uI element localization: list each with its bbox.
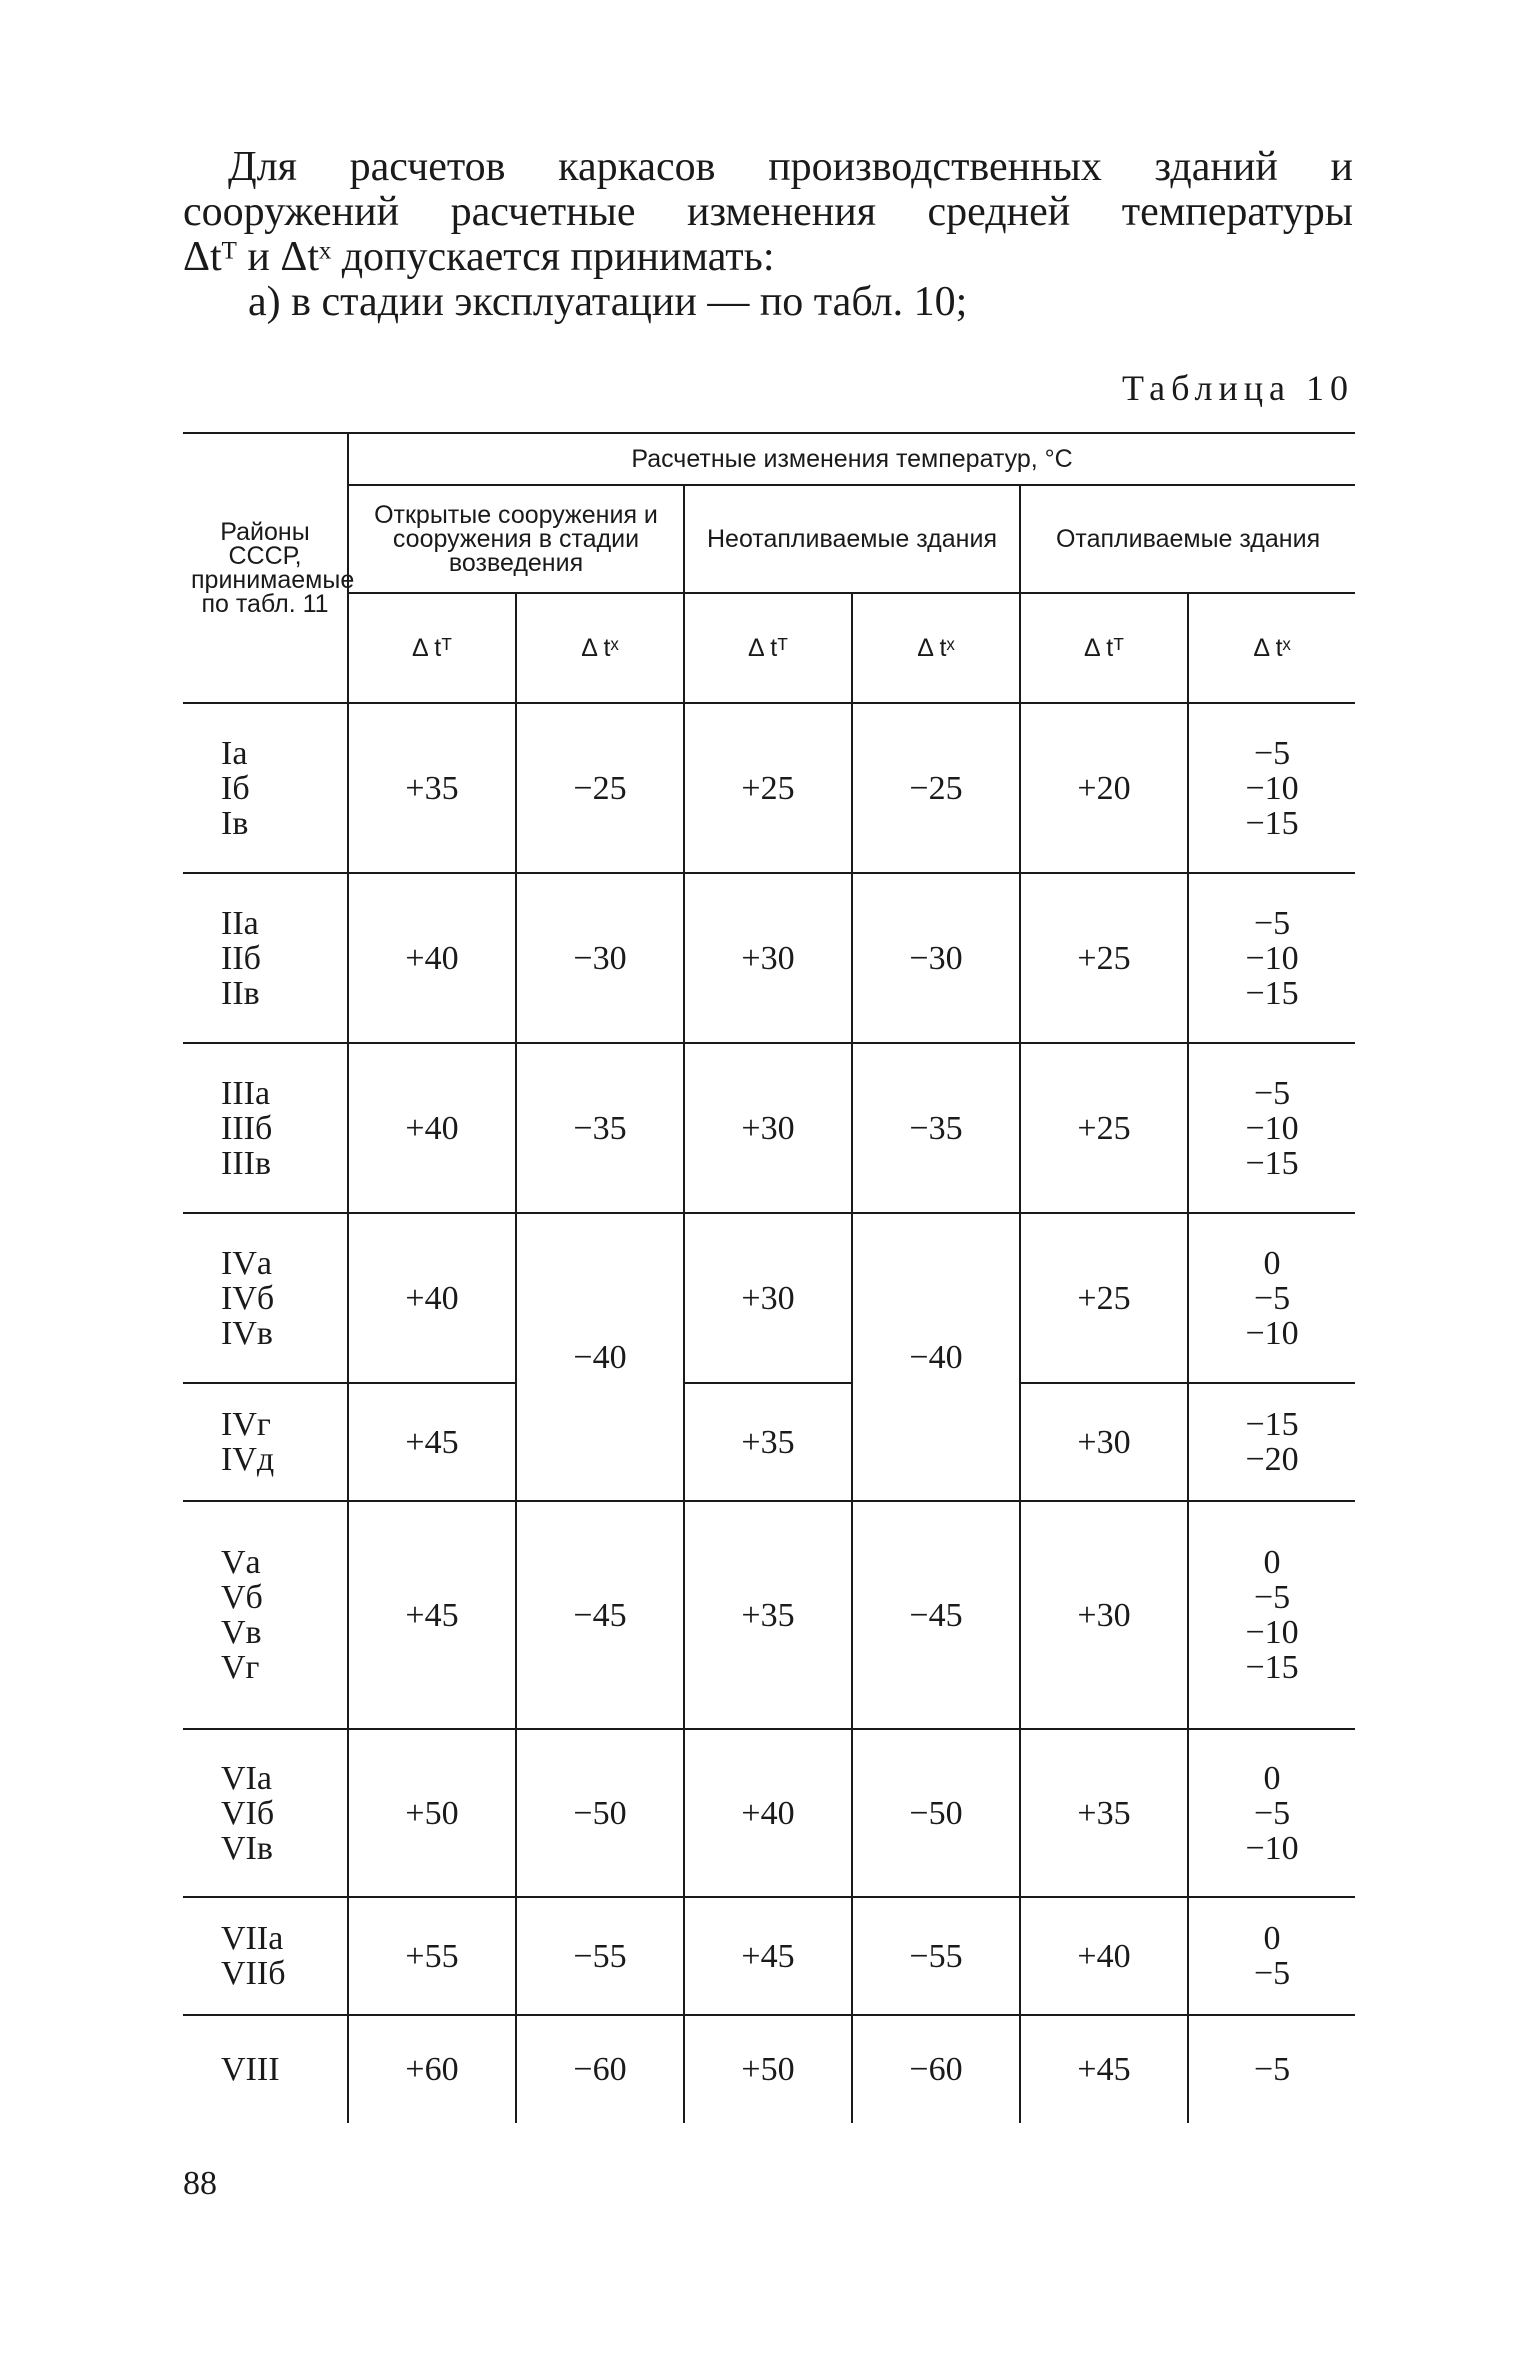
region-label: IIб — [221, 939, 261, 977]
open-dt-x-cell: −25 — [516, 703, 684, 873]
open-dt-t-cell: +40 — [348, 1043, 516, 1213]
region-label: Iа — [221, 734, 248, 772]
header-open-dt-x: Δ tˣ — [516, 593, 684, 703]
unheated-dt-x-cell: −45 — [852, 1501, 1020, 1729]
header-group-title: Расчетные изменения температур, °C — [348, 433, 1355, 485]
open-dt-x-cell: −55 — [516, 1897, 684, 2015]
heated-dt-x-value: −5 — [1253, 1955, 1291, 1992]
unheated-dt-t-cell: +45 — [684, 1897, 852, 2015]
heated-dt-x-value: −15 — [1245, 1144, 1299, 1182]
table-row — [183, 1729, 1355, 1897]
table-body — [183, 703, 1355, 2123]
table-row — [183, 1383, 1355, 1501]
heated-dt-x-value: −15 — [1245, 804, 1299, 842]
table-row — [183, 1501, 1355, 1729]
unheated-dt-t-cell: +35 — [684, 1501, 852, 1729]
unheated-dt-t-cell: +35 — [684, 1383, 852, 1501]
header-unheated: Неотапливаемые здания — [684, 485, 1020, 593]
heated-dt-x-cell — [1188, 1043, 1355, 1213]
heated-dt-t-cell: +25 — [1020, 1213, 1188, 1383]
region-label: Vв — [221, 1614, 262, 1651]
table-row — [183, 703, 1355, 873]
unheated-dt-t-cell: +25 — [684, 703, 852, 873]
table-row — [183, 1213, 1355, 1383]
heated-dt-x-value: −5 — [1253, 1579, 1291, 1616]
region-label: Iб — [221, 769, 250, 807]
header-heated-dt-t: Δ tᵀ — [1020, 593, 1188, 703]
unheated-dt-t-cell: +30 — [684, 1043, 852, 1213]
region-label: VIIа — [221, 1920, 284, 1957]
region-label: VIII — [221, 2051, 280, 2088]
district-cell — [183, 703, 348, 873]
region-label: VIIб — [221, 1955, 286, 1992]
region-label: VIб — [221, 1794, 275, 1832]
heated-dt-x-value: −10 — [1245, 1314, 1299, 1352]
heated-dt-t-cell: +30 — [1020, 1501, 1188, 1729]
district-cell — [183, 1213, 348, 1383]
intro-line-3: Δtᵀ и Δtˣ допускается принимать: — [183, 234, 775, 280]
open-dt-t-cell: +50 — [348, 1729, 516, 1897]
region-label: IVв — [221, 1314, 273, 1352]
unheated-dt-x-cell: −30 — [852, 873, 1020, 1043]
intro-line-2: сооружений расчетные изменения средней температуры — [183, 189, 1353, 235]
header-unheated-dt-t: Δ tᵀ — [684, 593, 852, 703]
region-label: VIв — [221, 1829, 273, 1867]
open-dt-x-cell: −30 — [516, 873, 684, 1043]
unheated-dt-x-cell: −25 — [852, 703, 1020, 873]
open-dt-x-cell: −40 — [516, 1213, 684, 1501]
heated-dt-x-value: −20 — [1245, 1441, 1299, 1478]
heated-dt-x-cell — [1188, 1213, 1355, 1383]
intro-line-1: Для расчетов каркасов производственных зданий и — [228, 144, 1353, 190]
table-row — [183, 873, 1355, 1043]
open-dt-t-cell: +55 — [348, 1897, 516, 2015]
unheated-dt-t-cell: +30 — [684, 873, 852, 1043]
heated-dt-t-cell: +25 — [1020, 1043, 1188, 1213]
heated-dt-x-cell — [1188, 1501, 1355, 1729]
heated-dt-x-value: −5 — [1253, 1074, 1291, 1112]
heated-dt-x-cell — [1188, 873, 1355, 1043]
unheated-dt-x-cell: −40 — [852, 1213, 1020, 1501]
heated-dt-x-value: −10 — [1245, 769, 1299, 807]
table-row — [183, 1897, 1355, 2015]
temperature-table — [183, 432, 1355, 2123]
heated-dt-x-value: −5 — [1253, 734, 1291, 772]
heated-dt-x-value: −10 — [1245, 1829, 1299, 1867]
open-dt-x-cell: −45 — [516, 1501, 684, 1729]
header-districts: Районы СССР, принимаемые по табл. 11 — [183, 433, 348, 703]
heated-dt-x-cell — [1188, 1729, 1355, 1897]
open-dt-t-cell: +45 — [348, 1501, 516, 1729]
region-label: IIIв — [221, 1144, 272, 1182]
heated-dt-t-cell: +45 — [1020, 2015, 1188, 2123]
region-label: IVд — [221, 1441, 275, 1478]
header-heated: Отапливаемые здания — [1020, 485, 1355, 593]
heated-dt-x-value: −5 — [1253, 1279, 1291, 1317]
heated-dt-x-value: 0 — [1263, 1244, 1281, 1282]
table-row — [183, 2015, 1355, 2123]
unheated-dt-t-cell: +50 — [684, 2015, 852, 2123]
heated-dt-x-value: 0 — [1263, 1759, 1281, 1797]
region-label: VIа — [221, 1759, 272, 1797]
unheated-dt-x-cell: −50 — [852, 1729, 1020, 1897]
open-dt-x-cell: −35 — [516, 1043, 684, 1213]
unheated-dt-x-cell: −60 — [852, 2015, 1020, 2123]
open-dt-t-cell: +40 — [348, 1213, 516, 1383]
open-dt-x-cell: −60 — [516, 2015, 684, 2123]
heated-dt-x-value: −15 — [1245, 974, 1299, 1012]
district-cell — [183, 1383, 348, 1501]
heated-dt-x-cell — [1188, 1897, 1355, 2015]
district-cell — [183, 1043, 348, 1213]
unheated-dt-x-cell: −35 — [852, 1043, 1020, 1213]
unheated-dt-t-cell: +40 — [684, 1729, 852, 1897]
heated-dt-x-value: −10 — [1245, 1109, 1299, 1147]
heated-dt-t-cell: +40 — [1020, 1897, 1188, 2015]
open-dt-t-cell: +60 — [348, 2015, 516, 2123]
region-label: Vб — [221, 1579, 263, 1616]
page-number: 88 — [183, 2165, 217, 2202]
district-cell — [183, 1897, 348, 2015]
district-cell — [183, 873, 348, 1043]
heated-dt-x-cell — [1188, 703, 1355, 873]
header-open-dt-t: Δ tᵀ — [348, 593, 516, 703]
region-label: Vг — [221, 1649, 260, 1686]
heated-dt-x-value: −5 — [1253, 904, 1291, 942]
heated-dt-t-cell: +35 — [1020, 1729, 1188, 1897]
heated-dt-x-value: −15 — [1245, 1406, 1299, 1443]
intro-paragraph — [183, 145, 1353, 325]
heated-dt-x-value: 0 — [1263, 1544, 1281, 1581]
heated-dt-x-value: −10 — [1245, 939, 1299, 977]
heated-dt-x-cell — [1188, 1383, 1355, 1501]
region-label: IIв — [221, 974, 260, 1012]
open-dt-t-cell: +40 — [348, 873, 516, 1043]
open-dt-t-cell: +45 — [348, 1383, 516, 1501]
heated-dt-x-value: −5 — [1253, 2051, 1291, 2088]
district-cell — [183, 1501, 348, 1729]
region-label: IIIа — [221, 1074, 271, 1112]
region-label: IVг — [221, 1406, 271, 1443]
heated-dt-x-value: −5 — [1253, 1794, 1291, 1832]
heated-dt-t-cell: +25 — [1020, 873, 1188, 1043]
header-unheated-dt-x: Δ tˣ — [852, 593, 1020, 703]
header-open: Открытые сооружения и сооружения в стадии возведения — [348, 485, 684, 593]
region-label: IIа — [221, 904, 259, 942]
region-label: Vа — [221, 1544, 261, 1581]
unheated-dt-x-cell: −55 — [852, 1897, 1020, 2015]
district-cell — [183, 1729, 348, 1897]
heated-dt-t-cell: +20 — [1020, 703, 1188, 873]
open-dt-t-cell: +35 — [348, 703, 516, 873]
heated-dt-x-value: 0 — [1263, 1920, 1281, 1957]
heated-dt-t-cell: +30 — [1020, 1383, 1188, 1501]
intro-line-4: а) в стадии эксплуатации — по табл. 10; — [248, 279, 968, 325]
heated-dt-x-cell — [1188, 2015, 1355, 2123]
district-cell — [183, 2015, 348, 2123]
region-label: IVа — [221, 1244, 272, 1282]
region-label: IVб — [221, 1279, 275, 1317]
table-caption: Таблица 10 — [1122, 368, 1354, 408]
table-header — [183, 433, 1355, 703]
table-row — [183, 1043, 1355, 1213]
region-label: IIIб — [221, 1109, 273, 1147]
unheated-dt-t-cell: +30 — [684, 1213, 852, 1383]
heated-dt-x-value: −10 — [1245, 1614, 1299, 1651]
region-label: Iв — [221, 804, 249, 842]
header-heated-dt-x: Δ tˣ — [1188, 593, 1355, 703]
open-dt-x-cell: −50 — [516, 1729, 684, 1897]
heated-dt-x-value: −15 — [1245, 1649, 1299, 1686]
